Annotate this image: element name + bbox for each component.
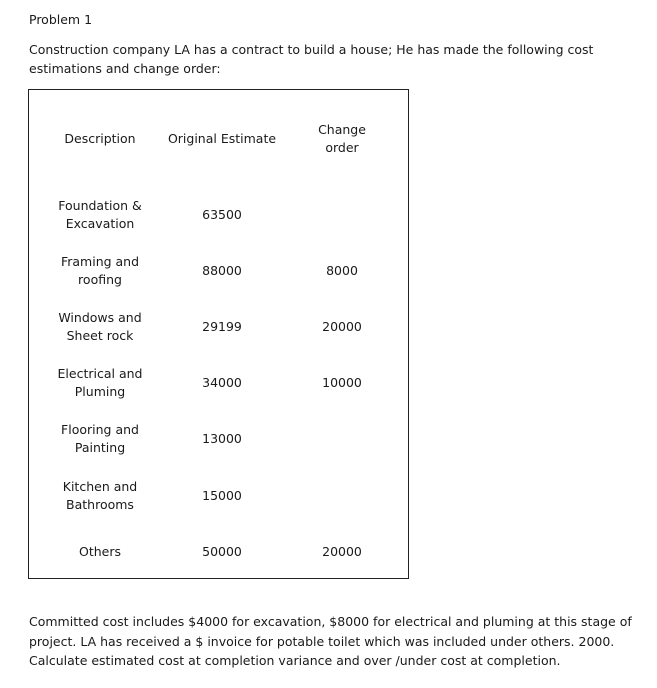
row-description: Foundation & Excavation [58, 198, 142, 231]
header-original-estimate: Original Estimate [167, 131, 277, 146]
header-change-order: Change order [318, 122, 366, 155]
header-description: Description [64, 131, 136, 146]
cost-table [28, 89, 409, 579]
row-change-order: 10000 [322, 375, 362, 390]
row-description: Framing and roofing [60, 254, 140, 287]
row-original-estimate: 34000 [202, 375, 242, 390]
row-description: Others [78, 544, 122, 559]
row-original-estimate: 88000 [202, 263, 242, 278]
row-change-order: 8000 [326, 263, 358, 278]
row-description: Windows and Sheet rock [58, 310, 142, 343]
intro-paragraph: Construction company LA has a contract to build a house; He has made the following cost estimations and change order: [29, 42, 594, 76]
row-description: Electrical and Pluming [57, 366, 143, 399]
row-description: Flooring and Painting [61, 422, 139, 455]
problem-title: Problem 1 [29, 12, 93, 27]
row-original-estimate: 63500 [202, 207, 242, 222]
row-original-estimate: 50000 [202, 544, 242, 559]
row-original-estimate: 29199 [202, 319, 242, 334]
row-description: Kitchen and Bathrooms [62, 479, 138, 512]
problem-details-paragraph: Committed cost includes $4000 for excavation, $8000 for electrical and pluming at this stage of project. LA has received a $ invoice for potable toilet which was included under others. 2000. Calculate estimated cost at completion variance and over /under cost at completion. [29, 614, 632, 668]
row-change-order: 20000 [322, 544, 362, 559]
row-original-estimate: 13000 [202, 431, 242, 446]
row-change-order: 20000 [322, 319, 362, 334]
row-original-estimate: 15000 [202, 488, 242, 503]
